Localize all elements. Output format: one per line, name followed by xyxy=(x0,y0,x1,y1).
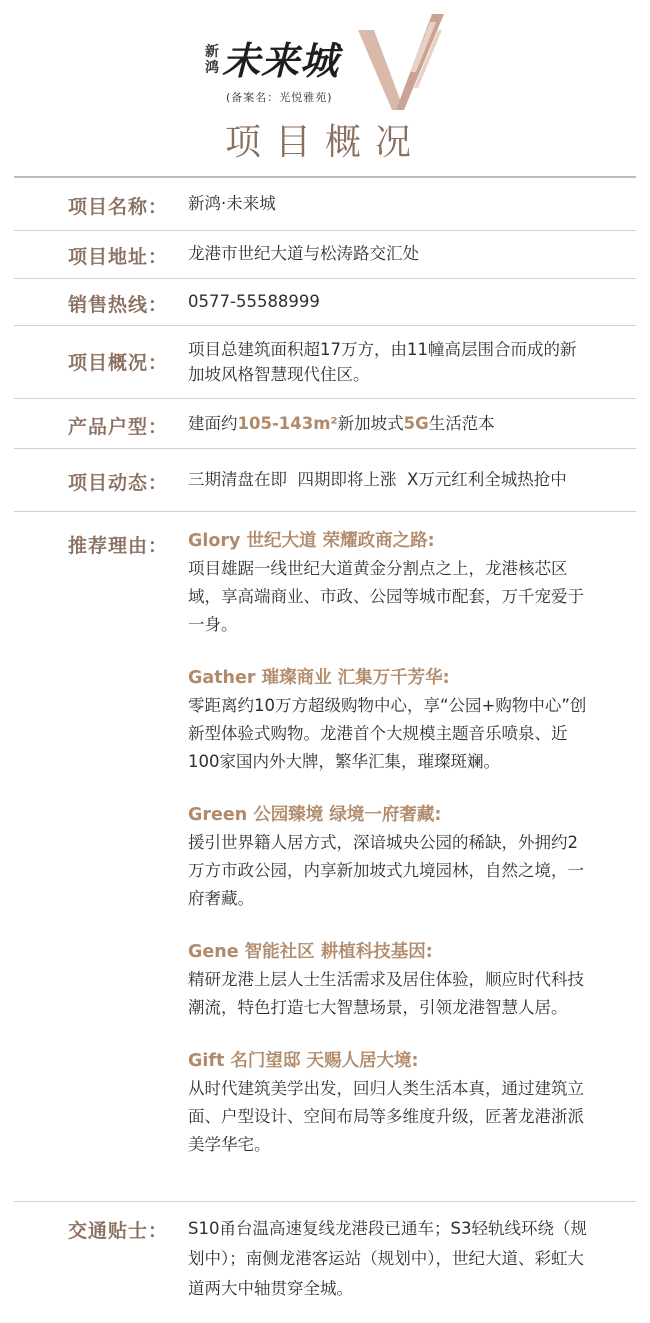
brand-name: 未来城 xyxy=(222,39,340,83)
value-overview: 项目总建筑面积超17万方，由11幢高层围合而成的新加坡风格智慧现代住区。 xyxy=(188,340,577,384)
brand-v-logo-icon xyxy=(352,12,448,116)
reason-title: Gather 璀璨商业 汇集万千芳华: xyxy=(188,668,450,688)
value-traffic: S10甬台温高速复线龙港段已通车；S3轻轨线环绕（规划中）；南侧龙港客运站（规划中），世纪大道、彩虹大道两大中轴贯穿全城。 xyxy=(188,1219,587,1298)
reason-text: 从时代建筑美学出发，回归人类生活本真，通过建筑立面、户型设计、空间布局等多维度升级，匠著龙港浙派美学华宅。 xyxy=(188,1079,584,1154)
product-mid: 新加坡式 xyxy=(337,414,404,433)
brand-small-text: 新鸿 xyxy=(205,44,219,76)
label-hotline: 销售热线： xyxy=(68,294,169,316)
label-news: 项目动态： xyxy=(68,472,169,494)
brand-note: (备案名：光悦雅苑) xyxy=(226,91,333,104)
label-name: 项目名称： xyxy=(68,196,169,218)
value-hotline[interactable]: 0577-55588999 xyxy=(188,292,320,311)
reason-text: 援引世界籍人居方式，深谙城央公园的稀缺，外拥约2万方市政公园，内享新加坡式九境园林，自然之境，一府奢藏。 xyxy=(188,833,584,908)
reasons-list xyxy=(188,528,588,1159)
divider xyxy=(14,325,636,326)
reason-item xyxy=(188,802,588,913)
product-suffix: 生活范本 xyxy=(428,414,495,433)
product-5g-tag: 5G xyxy=(403,414,429,433)
label-traffic: 交通贴士： xyxy=(68,1220,169,1242)
divider xyxy=(14,398,636,399)
divider xyxy=(14,511,636,512)
product-area: 105-143m² xyxy=(237,414,338,433)
reason-item xyxy=(188,528,588,639)
reason-item xyxy=(188,939,588,1022)
header xyxy=(0,0,650,176)
reason-title: Green 公园臻境 绿境一府奢藏: xyxy=(188,805,442,825)
reason-text: 项目雄踞一线世纪大道黄金分割点之上，龙港核芯区域，享高端商业、市政、公园等城市配套，万千宠爱于一身。 xyxy=(188,559,584,634)
divider xyxy=(14,230,636,231)
reason-text: 精研龙港上层人士生活需求及居住体验，顺应时代科技潮流，特色打造七大智慧场景，引领龙港智慧人居。 xyxy=(188,970,584,1017)
label-reasons: 推荐理由： xyxy=(68,535,169,557)
page-title: 项目概况 xyxy=(224,122,425,163)
product-prefix: 建面约 xyxy=(188,414,238,433)
divider xyxy=(14,1201,636,1202)
label-address: 项目地址： xyxy=(68,246,169,268)
value-news: 三期清盘在即 四期即将上涨 X万元红利全城热抢中 xyxy=(188,470,567,489)
reason-title: Glory 世纪大道 荣耀政商之路: xyxy=(188,531,435,551)
reason-title: Gift 名门望邸 天赐人居大境: xyxy=(188,1051,419,1071)
reason-title: Gene 智能社区 耕植科技基因: xyxy=(188,942,433,962)
divider xyxy=(14,448,636,449)
label-product: 产品户型： xyxy=(68,416,169,438)
header-divider xyxy=(14,176,636,178)
reason-text: 零距离约10万方超级购物中心，享“公园+购物中心”创新型体验式购物。龙港首个大规模主题音乐喷泉、近100家国内外大牌，繁华汇集，璀璨斑斓。 xyxy=(188,696,587,771)
divider xyxy=(14,278,636,279)
value-product xyxy=(188,411,608,436)
value-name: 新鸿·未来城 xyxy=(188,194,276,213)
label-overview: 项目概况： xyxy=(68,352,169,374)
reason-item xyxy=(188,665,588,776)
reason-item xyxy=(188,1048,588,1159)
value-address: 龙港市世纪大道与松涛路交汇处 xyxy=(188,244,419,263)
